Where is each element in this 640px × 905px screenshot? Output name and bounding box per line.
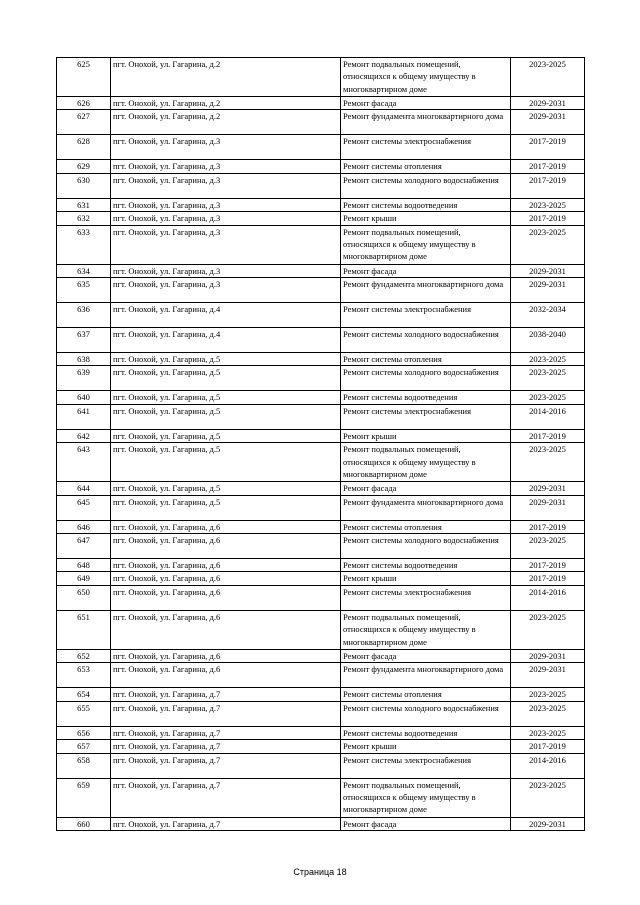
row-number-cell: 660 bbox=[57, 817, 111, 830]
period-cell: 2017-2019 bbox=[511, 559, 585, 572]
table-row bbox=[57, 495, 585, 520]
row-number-cell: 643 bbox=[57, 443, 111, 482]
table-row bbox=[57, 443, 585, 482]
work-type-cell: Ремонт системы водоотведения bbox=[341, 559, 511, 572]
period-cell: 2023-2025 bbox=[511, 58, 585, 97]
table-row bbox=[57, 198, 585, 211]
table-row bbox=[57, 726, 585, 739]
work-type-cell: Ремонт системы электроснабжения bbox=[341, 753, 511, 778]
row-number-cell: 645 bbox=[57, 495, 111, 520]
table-row bbox=[57, 225, 585, 264]
row-number-cell: 653 bbox=[57, 663, 111, 688]
row-number-cell: 634 bbox=[57, 264, 111, 277]
work-type-cell: Ремонт фундамента многоквартирного дома bbox=[341, 663, 511, 688]
table-row bbox=[57, 520, 585, 533]
work-type-cell: Ремонт системы водоотведения bbox=[341, 726, 511, 739]
work-type-cell: Ремонт системы холодного водоснабжения bbox=[341, 366, 511, 391]
row-number-cell: 625 bbox=[57, 58, 111, 97]
row-number-cell: 655 bbox=[57, 701, 111, 726]
period-cell: 2017-2019 bbox=[511, 212, 585, 225]
address-cell: пгт. Онохой, ул. Гагарина, д.5 bbox=[111, 495, 341, 520]
address-cell: пгт. Онохой, ул. Гагарина, д.3 bbox=[111, 198, 341, 211]
work-type-cell: Ремонт системы отопления bbox=[341, 688, 511, 701]
table-row bbox=[57, 688, 585, 701]
period-cell: 2023-2025 bbox=[511, 701, 585, 726]
row-number-cell: 642 bbox=[57, 429, 111, 442]
period-cell: 2029-2031 bbox=[511, 482, 585, 495]
work-type-cell: Ремонт подвальных помещений, относящихся к общему имуществу в многоквартирном доме bbox=[341, 610, 511, 649]
work-type-cell: Ремонт системы отопления bbox=[341, 520, 511, 533]
period-cell: 2023-2025 bbox=[511, 610, 585, 649]
period-cell: 2032-2034 bbox=[511, 303, 585, 328]
table-row bbox=[57, 391, 585, 404]
row-number-cell: 647 bbox=[57, 534, 111, 559]
address-cell: пгт. Онохой, ул. Гагарина, д.2 bbox=[111, 110, 341, 135]
period-cell: 2017-2019 bbox=[511, 572, 585, 585]
work-type-cell: Ремонт системы электроснабжения bbox=[341, 404, 511, 429]
work-type-cell: Ремонт системы электроснабжения bbox=[341, 303, 511, 328]
address-cell: пгт. Онохой, ул. Гагарина, д.3 bbox=[111, 135, 341, 160]
period-cell: 2023-2025 bbox=[511, 726, 585, 739]
row-number-cell: 631 bbox=[57, 198, 111, 211]
table-row bbox=[57, 610, 585, 649]
address-cell: пгт. Онохой, ул. Гагарина, д.2 bbox=[111, 58, 341, 97]
table-row bbox=[57, 264, 585, 277]
work-type-cell: Ремонт фасада bbox=[341, 817, 511, 830]
work-type-cell: Ремонт системы холодного водоснабжения bbox=[341, 534, 511, 559]
period-cell: 2023-2025 bbox=[511, 443, 585, 482]
address-cell: пгт. Онохой, ул. Гагарина, д.6 bbox=[111, 663, 341, 688]
table-row bbox=[57, 649, 585, 662]
table-row bbox=[57, 135, 585, 160]
work-type-cell: Ремонт системы водоотведения bbox=[341, 198, 511, 211]
address-cell: пгт. Онохой, ул. Гагарина, д.7 bbox=[111, 701, 341, 726]
address-cell: пгт. Онохой, ул. Гагарина, д.6 bbox=[111, 520, 341, 533]
row-number-cell: 648 bbox=[57, 559, 111, 572]
row-number-cell: 649 bbox=[57, 572, 111, 585]
table-row bbox=[57, 701, 585, 726]
row-number-cell: 652 bbox=[57, 649, 111, 662]
table-row bbox=[57, 212, 585, 225]
period-cell: 2017-2019 bbox=[511, 740, 585, 753]
period-cell: 2023-2025 bbox=[511, 198, 585, 211]
table-row bbox=[57, 534, 585, 559]
period-cell: 2023-2025 bbox=[511, 688, 585, 701]
address-cell: пгт. Онохой, ул. Гагарина, д.6 bbox=[111, 649, 341, 662]
address-cell: пгт. Онохой, ул. Гагарина, д.7 bbox=[111, 726, 341, 739]
address-cell: пгт. Онохой, ул. Гагарина, д.5 bbox=[111, 443, 341, 482]
work-type-cell: Ремонт крыши bbox=[341, 740, 511, 753]
work-type-cell: Ремонт фундамента многоквартирного дома bbox=[341, 278, 511, 303]
table-row bbox=[57, 173, 585, 198]
table-row bbox=[57, 778, 585, 817]
row-number-cell: 637 bbox=[57, 328, 111, 353]
address-cell: пгт. Онохой, ул. Гагарина, д.3 bbox=[111, 278, 341, 303]
table-row bbox=[57, 740, 585, 753]
row-number-cell: 635 bbox=[57, 278, 111, 303]
period-cell: 2023-2025 bbox=[511, 225, 585, 264]
table-row bbox=[57, 572, 585, 585]
address-cell: пгт. Онохой, ул. Гагарина, д.6 bbox=[111, 534, 341, 559]
row-number-cell: 636 bbox=[57, 303, 111, 328]
row-number-cell: 659 bbox=[57, 778, 111, 817]
row-number-cell: 629 bbox=[57, 160, 111, 173]
address-cell: пгт. Онохой, ул. Гагарина, д.5 bbox=[111, 482, 341, 495]
period-cell: 2017-2019 bbox=[511, 429, 585, 442]
period-cell: 2014-2016 bbox=[511, 753, 585, 778]
work-type-cell: Ремонт системы электроснабжения bbox=[341, 585, 511, 610]
row-number-cell: 650 bbox=[57, 585, 111, 610]
address-cell: пгт. Онохой, ул. Гагарина, д.7 bbox=[111, 778, 341, 817]
work-type-cell: Ремонт крыши bbox=[341, 212, 511, 225]
period-cell: 2029-2031 bbox=[511, 278, 585, 303]
work-type-cell: Ремонт фасада bbox=[341, 264, 511, 277]
work-type-cell: Ремонт системы холодного водоснабжения bbox=[341, 701, 511, 726]
work-type-cell: Ремонт фундамента многоквартирного дома bbox=[341, 495, 511, 520]
period-cell: 2023-2025 bbox=[511, 534, 585, 559]
period-cell: 2029-2031 bbox=[511, 817, 585, 830]
work-type-cell: Ремонт фасада bbox=[341, 649, 511, 662]
address-cell: пгт. Онохой, ул. Гагарина, д.7 bbox=[111, 817, 341, 830]
row-number-cell: 656 bbox=[57, 726, 111, 739]
row-number-cell: 628 bbox=[57, 135, 111, 160]
table-row bbox=[57, 585, 585, 610]
period-cell: 2029-2031 bbox=[511, 110, 585, 135]
row-number-cell: 651 bbox=[57, 610, 111, 649]
work-type-cell: Ремонт фасада bbox=[341, 482, 511, 495]
period-cell: 2023-2025 bbox=[511, 366, 585, 391]
work-type-cell: Ремонт системы холодного водоснабжения bbox=[341, 173, 511, 198]
table-row bbox=[57, 160, 585, 173]
table-row bbox=[57, 817, 585, 830]
address-cell: пгт. Онохой, ул. Гагарина, д.3 bbox=[111, 160, 341, 173]
table-row bbox=[57, 366, 585, 391]
work-type-cell: Ремонт подвальных помещений, относящихся к общему имуществу в многоквартирном доме bbox=[341, 443, 511, 482]
address-cell: пгт. Онохой, ул. Гагарина, д.6 bbox=[111, 585, 341, 610]
table-row bbox=[57, 110, 585, 135]
work-type-cell: Ремонт подвальных помещений, относящихся к общему имуществу в многоквартирном доме bbox=[341, 225, 511, 264]
table-row bbox=[57, 278, 585, 303]
work-type-cell: Ремонт системы отопления bbox=[341, 353, 511, 366]
row-number-cell: 654 bbox=[57, 688, 111, 701]
table-row bbox=[57, 429, 585, 442]
period-cell: 2017-2019 bbox=[511, 135, 585, 160]
row-number-cell: 633 bbox=[57, 225, 111, 264]
address-cell: пгт. Онохой, ул. Гагарина, д.7 bbox=[111, 740, 341, 753]
work-type-cell: Ремонт системы электроснабжения bbox=[341, 135, 511, 160]
work-type-cell: Ремонт системы водоотведения bbox=[341, 391, 511, 404]
table-row bbox=[57, 97, 585, 110]
address-cell: пгт. Онохой, ул. Гагарина, д.3 bbox=[111, 212, 341, 225]
row-number-cell: 626 bbox=[57, 97, 111, 110]
work-type-cell: Ремонт фундамента многоквартирного дома bbox=[341, 110, 511, 135]
period-cell: 2023-2025 bbox=[511, 778, 585, 817]
address-cell: пгт. Онохой, ул. Гагарина, д.3 bbox=[111, 264, 341, 277]
table-row bbox=[57, 482, 585, 495]
row-number-cell: 641 bbox=[57, 404, 111, 429]
work-type-cell: Ремонт фасада bbox=[341, 97, 511, 110]
period-cell: 2029-2031 bbox=[511, 264, 585, 277]
address-cell: пгт. Онохой, ул. Гагарина, д.2 bbox=[111, 97, 341, 110]
row-number-cell: 640 bbox=[57, 391, 111, 404]
address-cell: пгт. Онохой, ул. Гагарина, д.7 bbox=[111, 753, 341, 778]
address-cell: пгт. Онохой, ул. Гагарина, д.3 bbox=[111, 173, 341, 198]
table-row bbox=[57, 753, 585, 778]
period-cell: 2014-2016 bbox=[511, 585, 585, 610]
table-row bbox=[57, 404, 585, 429]
work-type-cell: Ремонт подвальных помещений, относящихся к общему имуществу в многоквартирном доме bbox=[341, 778, 511, 817]
work-type-cell: Ремонт крыши bbox=[341, 572, 511, 585]
period-cell: 2017-2019 bbox=[511, 160, 585, 173]
work-type-cell: Ремонт крыши bbox=[341, 429, 511, 442]
table-row bbox=[57, 353, 585, 366]
table-row bbox=[57, 303, 585, 328]
page-number: Страница 18 bbox=[293, 867, 347, 877]
work-type-cell: Ремонт подвальных помещений, относящихся к общему имуществу в многоквартирном доме bbox=[341, 58, 511, 97]
row-number-cell: 644 bbox=[57, 482, 111, 495]
address-cell: пгт. Онохой, ул. Гагарина, д.6 bbox=[111, 559, 341, 572]
row-number-cell: 646 bbox=[57, 520, 111, 533]
period-cell: 2029-2031 bbox=[511, 495, 585, 520]
period-cell: 2023-2025 bbox=[511, 353, 585, 366]
address-cell: пгт. Онохой, ул. Гагарина, д.5 bbox=[111, 391, 341, 404]
row-number-cell: 638 bbox=[57, 353, 111, 366]
row-number-cell: 627 bbox=[57, 110, 111, 135]
address-cell: пгт. Онохой, ул. Гагарина, д.3 bbox=[111, 225, 341, 264]
period-cell: 2017-2019 bbox=[511, 173, 585, 198]
address-cell: пгт. Онохой, ул. Гагарина, д.7 bbox=[111, 688, 341, 701]
address-cell: пгт. Онохой, ул. Гагарина, д.5 bbox=[111, 353, 341, 366]
work-type-cell: Ремонт системы отопления bbox=[341, 160, 511, 173]
table-row bbox=[57, 559, 585, 572]
row-number-cell: 658 bbox=[57, 753, 111, 778]
period-cell: 2017-2019 bbox=[511, 520, 585, 533]
table-row bbox=[57, 663, 585, 688]
address-cell: пгт. Онохой, ул. Гагарина, д.6 bbox=[111, 572, 341, 585]
period-cell: 2029-2031 bbox=[511, 649, 585, 662]
address-cell: пгт. Онохой, ул. Гагарина, д.4 bbox=[111, 303, 341, 328]
table-body bbox=[57, 58, 585, 831]
row-number-cell: 630 bbox=[57, 173, 111, 198]
period-cell: 2014-2016 bbox=[511, 404, 585, 429]
address-cell: пгт. Онохой, ул. Гагарина, д.6 bbox=[111, 610, 341, 649]
repair-schedule-table bbox=[56, 57, 585, 831]
address-cell: пгт. Онохой, ул. Гагарина, д.4 bbox=[111, 328, 341, 353]
row-number-cell: 639 bbox=[57, 366, 111, 391]
period-cell: 2029-2031 bbox=[511, 663, 585, 688]
row-number-cell: 657 bbox=[57, 740, 111, 753]
period-cell: 2023-2025 bbox=[511, 391, 585, 404]
address-cell: пгт. Онохой, ул. Гагарина, д.5 bbox=[111, 366, 341, 391]
period-cell: 2029-2031 bbox=[511, 97, 585, 110]
period-cell: 2038-2040 bbox=[511, 328, 585, 353]
address-cell: пгт. Онохой, ул. Гагарина, д.5 bbox=[111, 429, 341, 442]
address-cell: пгт. Онохой, ул. Гагарина, д.5 bbox=[111, 404, 341, 429]
table-row bbox=[57, 328, 585, 353]
table-row bbox=[57, 58, 585, 97]
work-type-cell: Ремонт системы холодного водоснабжения bbox=[341, 328, 511, 353]
row-number-cell: 632 bbox=[57, 212, 111, 225]
